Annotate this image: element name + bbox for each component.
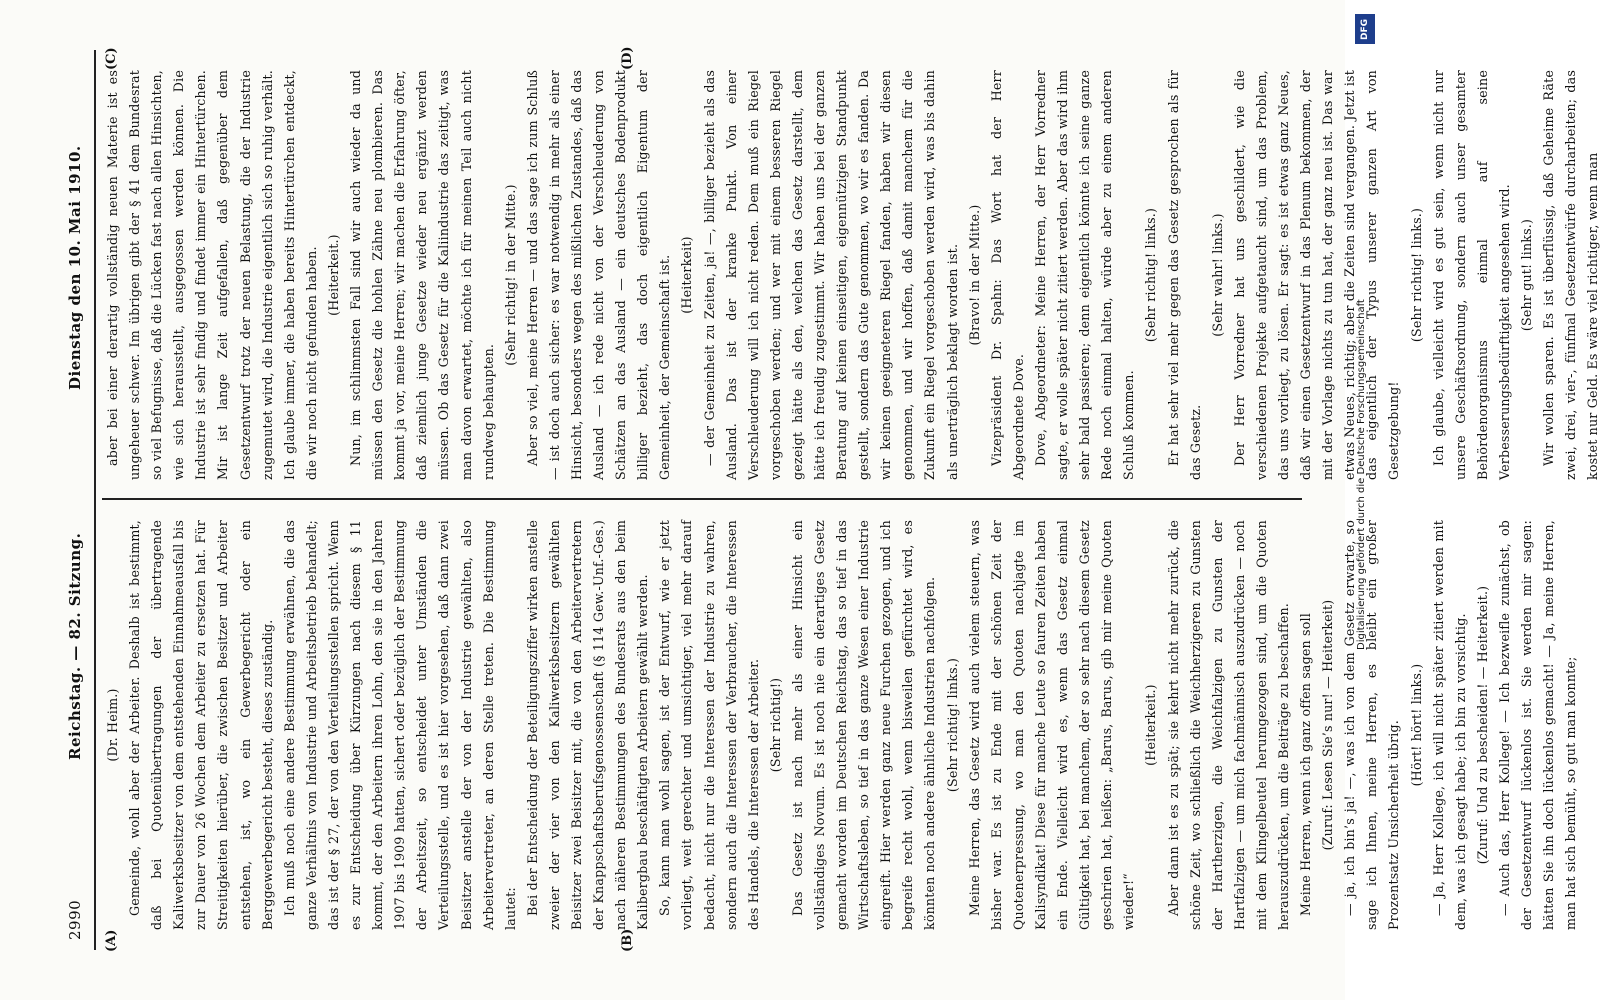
paragraph: (Dr. Heim.)	[105, 688, 120, 762]
paragraph: So, kann man wohl sagen, ist der Entwurf, wie er jetzt vorliegt, weit gerechter und umsichtiger, viel mehr darauf bedacht, nicht nur die Interessen der Industrie zu wahren, sondern auch die Interessen der Verbraucher, die Interessen des Handels, die Interessen der Arbeiter.	[657, 520, 761, 930]
paragraph: (Sehr wahr! links.)	[1209, 213, 1225, 337]
paragraph: (Heiterkeit.)	[325, 234, 341, 316]
paragraph: — Auch das, Herr Kollege! — Ich bezweifle zunächst, ob der Gesetzentwurf lückenlos ist. Sie werden mir sagen: hätten Sie ihn doch lückenlos gemacht! — Ja, meine Herren, man hat sich bemüht, so gut man konnte;	[1496, 520, 1579, 930]
dfg-credit	[1354, 8, 1376, 988]
header-left-title: Reichstag. — 82. Sitzung.	[66, 532, 84, 760]
paragraph: (Bravo! in der Mitte.)	[966, 204, 982, 346]
paragraph: (Heiterkeit.)	[1143, 684, 1159, 766]
paragraph: Bei der Entscheidung der Beteiligungsziffer wirken anstelle zweier der vier von den Kaliwerksbesitzern gewählten Beisitzer zwei Beisitzer mit, die von den Arbeitervertretern der Knappschaftsberufsgenossenschaft (§ 114 Gew.-Unf.-Ges.) nach näheren Bestimmungen des Bundesrats aus den beim Kalibergbau beschäftigten Arbeitern gewählt werden.	[524, 520, 651, 930]
paragraph: (Sehr richtig! links.)	[1143, 207, 1159, 343]
paragraph: (Sehr gut! links.)	[1519, 218, 1534, 332]
paragraph: Gemeinde, wohl aber der Arbeiter. Deshalb ist bestimmt, daß bei Quotenübertragungen der übertragende Kaliwerksbesitzer von dem entstehenden Einnahmeausfall bis zur Dauer von 26 Wochen dem Arbeiter zu ersetzen hat. Für Streitigkeiten hierüber, die zwischen Besitzer und Arbeiter entstehen, ist, wo ein Gewerbegericht oder ein Berggewerbegericht besteht, dieses zuständig.	[127, 520, 275, 930]
paragraph: Das Gesetz ist nach mehr als einer Hinsicht ein vollständiges Novum. Es ist noch nie ein derartiges Gesetz gemacht worden im Deutschen Reichstag, das so tief in das Wirtschaftsleben, so tief in das ganze Wesen einer Industrie eingreift. Hier werden ganz neue Furchen gezogen, und ich begreife recht wohl, wenn bisweilen gefürchtet wird, es könnten noch andere ähnliche Industrien nachfolgen.	[789, 520, 938, 930]
margin-marker-c: (C)	[104, 47, 119, 70]
paragraph: Ich glaube, vielleicht wird es gut sein, wenn nicht nur unsere Geschäftsordnung, sondern auch unser gesamter Behördenorganismus einmal auf seine Verbesserungsbedürftigkeit angesehen wird.	[1430, 70, 1512, 480]
paragraph: Der Herr Vorredner hat uns geschildert, wie die verschiedenen Projekte aufgetaucht sind, um das Problem, das uns vorliegt, zu lösen. Er sagt: es ist etwas ganz Neues, daß wir einen Gesetzentwurf in das Plenum bekommen, der mit der Vorlage nichts zu tun hat, der ganz neu ist. Das war etwas Neues, richtig; aber die Zeiten sind vergangen. Jetzt ist das eigentlich der Typus unserer ganzen Art von Gesetzgebung!	[1231, 70, 1402, 480]
paragraph: — ja, ich bin’s ja! —, was ich von dem Gesetz erwarte, so sage ich Ihnen, meine Herren, es bleibt ein großer Prozentsatz Unsicherheit übrig.	[1342, 520, 1402, 930]
paragraph: Meine Herren, wenn ich ganz offen sagen soll	[1298, 613, 1314, 916]
margin-marker-d: (D)	[620, 46, 635, 70]
page-number: 2990	[66, 899, 84, 940]
paragraph: (Sehr richtig!)	[767, 677, 783, 773]
page-header	[60, 50, 94, 950]
paragraph: (Heiterkeit)	[679, 236, 695, 314]
paragraph: (Sehr richtig! in der Mitte.)	[502, 184, 518, 366]
paragraph: (Sehr richtig! links.)	[944, 657, 960, 793]
paragraph: Aber dann ist es zu spät; sie kehrt nicht mehr zurück, die schöne Zeit, wo schließlich die Weichherzigeren zu Gunsten der Hartherzigen, die Weichfalzigen zu Gunsten der Hartfalzigen — um mich fachmännisch auszudrücken — noch mit dem Klingelbeutel herumgezogen sind, um die Quoten herauszudrücken, um die Beiträge zu beschaffen.	[1165, 520, 1291, 930]
left-text-column	[102, 520, 1579, 930]
paragraph: (Hört! hört! links.)	[1408, 663, 1424, 787]
paragraph: (Zuruf: Und zu bescheiden! — Heiterkeit.)	[1474, 585, 1490, 865]
credit-text: Digitalisierung gefördert durch die Deutsche Forschungsgemeinschaft	[1356, 299, 1367, 650]
header-right-title: Dienstag den 10. Mai 1910.	[66, 145, 84, 390]
paragraph: Vizepräsident Dr. Spahn: Das Wort hat der Herr Abgeordnete Dove.	[988, 70, 1026, 480]
paragraph: Meine Herren, das Gesetz wird auch vielem steuern, was bisher war. Es ist zu Ende mit der schönen Zeit der Quotenerpressung, wo man den Quoten nachjagte im Kalisyndikat! Diese für manche Leute so fauren Zeiten haben ein Ende. Vielleicht wird es, wenn das Gesetz einmal Gültigkeit hat, bei manchem, der so sehr nach diesem Gesetz geschrien hat, heißen: „Barus, Barus, gib mir meine Quoten wieder!“	[966, 520, 1137, 930]
column-divider	[102, 499, 1302, 501]
header-rule	[94, 50, 96, 950]
paragraph: Ich muß noch eine andere Bestimmung erwähnen, die das ganze Verhältnis von Industrie und Arbeitsbetrieb behandelt; das ist der § 27, der von den Verteilungsstellen spricht. Wenn es zur Entscheidung über Kürzungen nach diesem § 11 kommt, der den Arbeitern ihren Lohn, den sie in den Jahren 1907 bis 1909 hatten, sichert oder bezüglich der Bestimmung der Arbeitszeit, so entscheidet unter Umständen die Verteilungsstelle, und es ist hier vorgesehen, daß dann zwei Beisitzer anstelle der von der Industrie gewählten, also Arbeitervertreter, an deren Stelle treten. Die Bestimmung lautet:	[281, 520, 518, 930]
paragraph: — der Gemeinheit zu Zeiten, ja! —, billiger bezieht als das Ausland. Das ist der kranke Punkt. Von einer Verschleuderung will ich nicht reden. Dem muß ein Riegel vorgeschoben werden; und wer mit einem besseren Riegel gezeigt hätte als den, welchen das Gesetz darstellt, dem hätte ich freudig zugestimmt. Wir haben uns bei der ganzen Beratung auf keinen einseitigen, eigennützigen Standpunkt gestellt, sondern das Gute genommen, wo wir es fanden. Da wir keinen geeigneteren Riegel fanden, haben wir diesen genommen, und wir hoffen, daß damit manchem für die Zukunft ein Riegel vorgeschoben werden wird, was bis dahin als unerträglich beklagt worden ist.	[701, 70, 960, 480]
dfg-logo: DFG	[1355, 14, 1375, 44]
paragraph: (Sehr richtig! links.)	[1408, 207, 1424, 343]
paragraph: Dove, Abgeordneter: Meine Herren, der Herr Vorredner sagte, er wolle später nicht zitiert werden. Aber das wird ihm sehr bald passieren; denn eigentlich könnte ich seine ganze Rede noch einmal halten, würde aber zu einem anderen Schluß kommen.	[1032, 70, 1137, 480]
paragraph: Aber so viel, meine Herren — und das sage ich zum Schluß — ist doch auch sicher: es war notwendig in mehr als einer Hinsicht, besonders wegen des mißlichen Zustandes, daß das Ausland — ich rede nicht von der Verschleuderung von Schätzen an das Ausland — ein deutsches Bodenprodukt billiger bezieht, das doch eigentlich Eigentum der Gemeinheit, der Gemeinschaft ist.	[524, 70, 673, 480]
margin-marker-a: (A)	[104, 929, 119, 952]
paragraph: aber bei einer derartig vollständig neuen Materie ist es ungeheuer schwer. Im übrigen gibt der § 41 dem Bundesrat so viel Befugnisse, daß die Lücken fast nach allen Hinsichten, wie sich herausstellt, ausgegossen werden können. Die Industrie ist sehr findig und findet immer ein Hintertürchen. Mir ist lange Zeit aufgefallen, daß gegenüber dem Gesetzentwurf trotz der neuen Belastung, die der Industrie zugemutet wird, die Industrie eigentlich sich so ruhig verhält. Ich glaube immer, die haben bereits Hintertürchen entdeckt, die wir noch nicht gefunden haben.	[105, 70, 319, 480]
paragraph: Wir wollen sparen. Es ist überflüssig, daß Geheime Räte zwei, drei, vier-, fünfmal Gesetzentwürfe durcharbeiten; das kostet nur Geld. Es wäre viel richtiger, wenn man	[1541, 70, 1601, 480]
paragraph: — Ja, Herr Kollege, ich will nicht später zitiert werden mit dem, was ich gesagt habe; ich bin zu vorsichtig.	[1430, 520, 1468, 930]
margin-marker-b: (B)	[620, 928, 635, 952]
paragraph: Er hat sehr viel mehr gegen das Gesetz gesprochen als für das Gesetz.	[1165, 70, 1203, 480]
paragraph: (Zuruf: Lesen Sie’s nur! — Heiterkeit)	[1320, 599, 1336, 851]
paragraph: Nun, im schlimmsten Fall sind wir auch wieder da und müssen den Gesetz die hohlen Zähne neu plombieren. Das kommt ja vor, meine Herren; wir machen die Erfahrung öfter, daß ziemlich junge Gesetze wieder neu ergänzt werden müssen. Ob das Gesetz für die Kaliindustrie das zeitigt, was man davon erwartet, möchte ich für meinen Teil auch nicht rundweg behaupten.	[348, 70, 496, 480]
